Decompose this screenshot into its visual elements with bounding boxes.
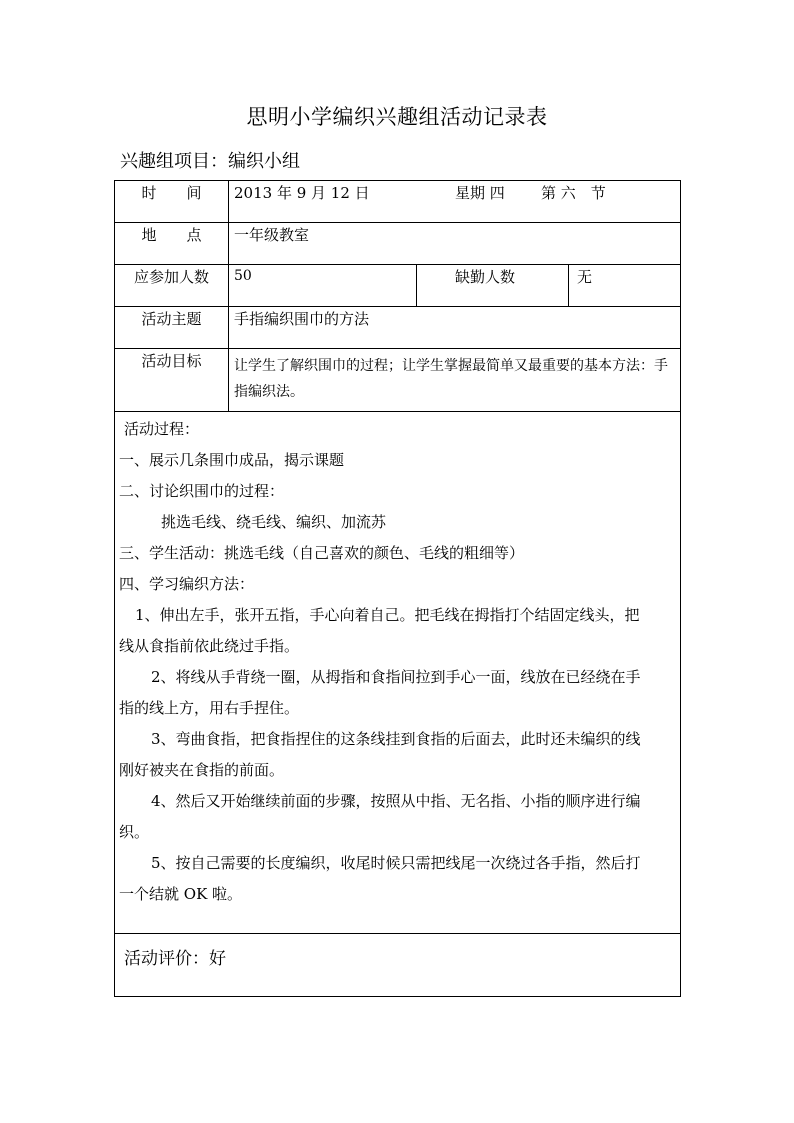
row-divider	[115, 933, 680, 934]
weekday-value: 星期 四	[455, 184, 505, 202]
process-line: 织。	[119, 823, 150, 841]
process-line: 2、将线从手背绕一圈，从拇指和食指间拉到手心一面，线放在已经绕在手	[151, 668, 641, 686]
process-line: 3、弯曲食指，把食指捏住的这条线挂到食指的后面去，此时还未编织的线	[151, 730, 641, 748]
evaluation: 活动评价：好	[124, 949, 226, 969]
process-line: 5、按自己需要的长度编织，收尾时候只需把线尾一次绕过各手指，然后打	[151, 854, 641, 872]
attendance-label: 应参加人数	[133, 268, 209, 286]
place-label: 地 点	[141, 226, 202, 244]
process-line: 刚好被夹在食指的前面。	[119, 761, 285, 779]
theme-value: 手指编织围巾的方法	[234, 310, 370, 328]
process-line: 二、讨论织围巾的过程：	[119, 482, 285, 500]
place-value: 一年级教室	[234, 226, 310, 244]
theme-label: 活动主题	[141, 310, 202, 328]
process-line: 4、然后又开始继续前面的步骤，按照从中指、无名指、小指的顺序进行编	[151, 792, 641, 810]
process-line: 指的线上方，用右手捏住。	[119, 699, 300, 717]
process-line: 挑选毛线、绕毛线、编织、加流苏	[161, 513, 387, 531]
goal-label: 活动目标	[141, 352, 202, 370]
row-divider	[115, 306, 680, 307]
record-table	[114, 180, 681, 997]
date-value: 2013 年 9 月 12 日	[234, 184, 370, 202]
process-line: 四、学习编织方法：	[119, 575, 255, 593]
process-line: 线从食指前依此绕过手指。	[119, 637, 300, 655]
project-line: 兴趣组项目：编织小组	[120, 151, 300, 172]
process-line: 一个结就 OK 啦。	[119, 885, 243, 903]
row-divider	[115, 348, 680, 349]
process-line: 1、伸出左手，张开五指，手心向着自己。把毛线在拇指打个结固定线头，把	[135, 606, 640, 624]
absent-label: 缺勤人数	[455, 268, 516, 286]
absent-value: 无	[577, 268, 593, 286]
row-divider	[115, 411, 680, 412]
row-divider	[115, 264, 680, 265]
goal-line-2: 指编织法。	[234, 384, 304, 400]
row-divider	[115, 222, 680, 223]
process-line: 一、展示几条围巾成品，揭示课题	[119, 451, 345, 469]
period-value: 第 六 节	[541, 184, 606, 202]
time-label: 时 间	[141, 184, 202, 202]
column-divider	[416, 264, 417, 306]
process-heading: 活动过程：	[124, 420, 200, 438]
column-divider	[568, 264, 569, 306]
goal-line-1: 让学生了解织围巾的过程；让学生掌握最简单又最重要的基本方法：手	[234, 358, 668, 374]
page-title: 思明小学编织兴趣组活动记录表	[246, 105, 548, 129]
column-divider	[228, 181, 229, 411]
attendance-value: 50	[234, 268, 252, 284]
process-line: 三、学生活动：挑选毛线（自己喜欢的颜色、毛线的粗细等）	[119, 544, 525, 562]
